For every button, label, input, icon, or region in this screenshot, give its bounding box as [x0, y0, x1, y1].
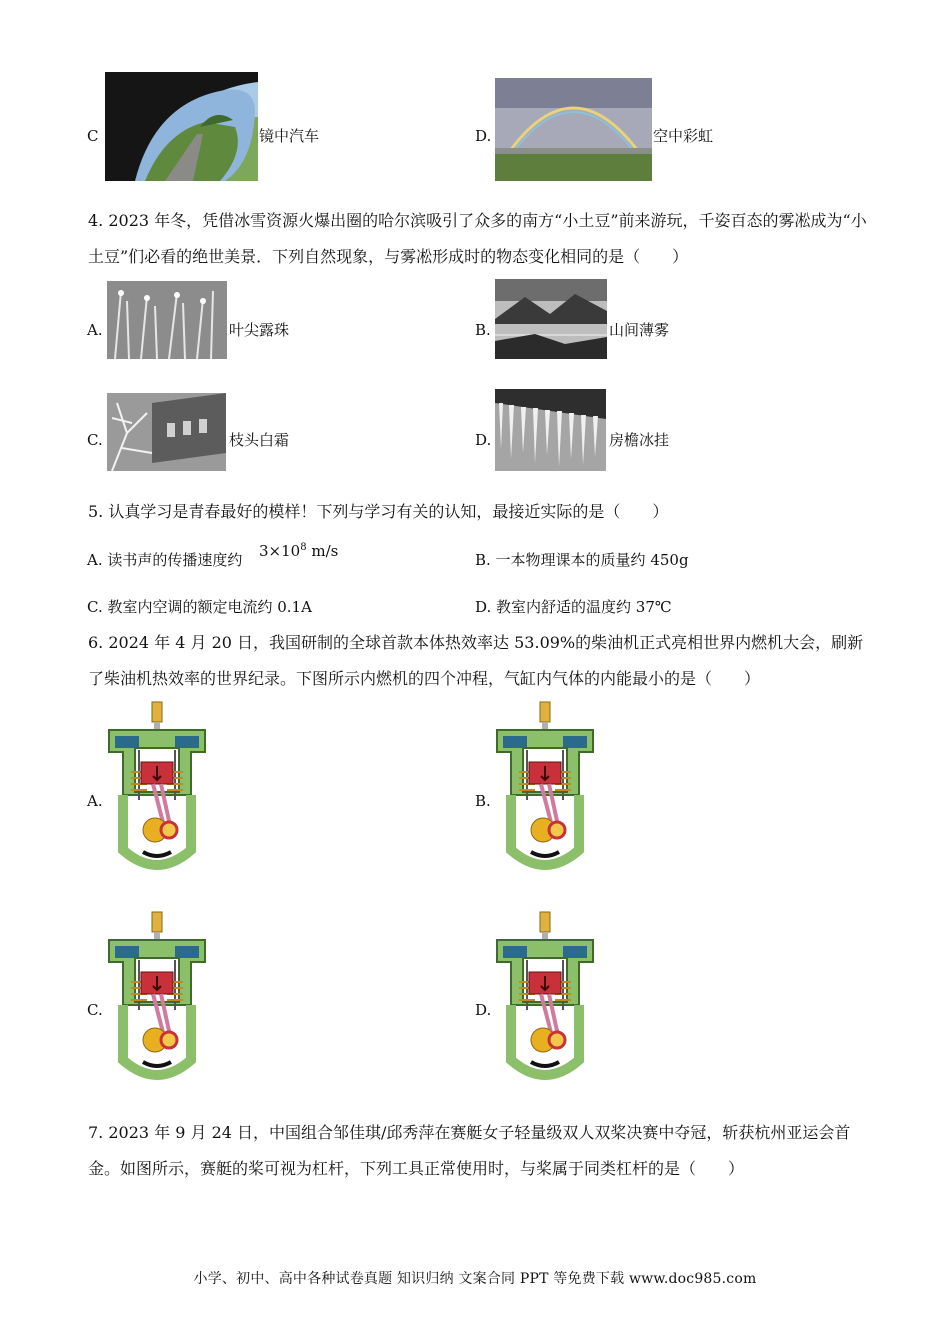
q6-option-d-letter: D. [475, 1001, 492, 1019]
q4-option-b-caption: 山间薄雾 [609, 321, 670, 339]
q4-option-a-caption: 叶尖露珠 [229, 321, 290, 339]
formula-exponent: 8 [300, 542, 307, 553]
q5-option-b: B. 一本物理课本的质量约 450g [475, 551, 689, 569]
engine-stroke-d-diagram [495, 910, 595, 1085]
car-mirror-image [105, 72, 258, 181]
q5-option-a-text: A. 读书声的传播速度约 [87, 551, 243, 569]
q3-option-c-letter: C [87, 127, 99, 145]
q6-question-text: 6. 2024 年 4 月 20 日，我国研制的全球首款本体热效率达 53.09%的柴油机正式亮相世界内燃机大会，刷新了柴油机热效率的世界纪录。下图所示内燃机的四个冲程，气缸内气体的内能最小的是（ ） [88, 633, 864, 688]
q4-option-a-letter: A. [87, 321, 103, 339]
formula-base: 3×10 [259, 542, 301, 560]
q3-option-d-caption: 空中彩虹 [653, 127, 714, 145]
q4-option-c-caption: 枝头白霜 [229, 431, 290, 449]
q5-option-d: D. 教室内舒适的温度约 37℃ [475, 598, 672, 616]
q6-option-b-letter: B. [475, 792, 491, 810]
q4-option-d-caption: 房檐冰挂 [609, 431, 670, 449]
engine-stroke-c-diagram [107, 910, 207, 1085]
q3-option-c-caption: 镜中汽车 [259, 127, 320, 145]
q7-question-text: 7. 2023 年 9 月 24 日，中国组合邹佳琪/邱秀萍在赛艇女子轻量级双人双桨决赛中夺冠，斩获杭州亚运会首金。如图所示，赛艇的桨可视为杠杆，下列工具正常使用时，与桨属于同类杠杆的是（ ） [88, 1123, 851, 1178]
icicles-image [495, 389, 606, 471]
q5-question-text: 5. 认真学习是青春最好的模样！下列与学习有关的认知，最接近实际的是（ ） [88, 502, 669, 521]
mountain-fog-image [495, 279, 607, 359]
page-footer: 小学、初中、高中各种试卷真题 知识归纳 文案合同 PPT 等免费下载 www.doc985.com [193, 1271, 757, 1287]
rainbow-image [495, 78, 652, 181]
q4-option-c-letter: C. [87, 431, 103, 449]
frost-branches-image [107, 393, 226, 471]
q4-option-d-letter: D. [475, 431, 492, 449]
q4-question-text: 4. 2023 年冬，凭借冰雪资源火爆出圈的哈尔滨吸引了众多的南方“小土豆”前来游玩，千姿百态的雾凇成为“小土豆”们必看的绝世美景．下列自然现象，与雾凇形成时的物态变化相同的是（ ） [88, 211, 867, 266]
q5-option-a [87, 550, 242, 570]
formula-unit: m/s [306, 542, 339, 560]
q4-option-b-letter: B. [475, 321, 491, 339]
dew-drops-image [107, 281, 227, 359]
engine-stroke-a-diagram [107, 700, 207, 875]
q6-option-c-letter: C. [87, 1001, 103, 1019]
q5-option-a-formula [259, 538, 338, 561]
q5-option-c: C. 教室内空调的额定电流约 0.1A [87, 598, 312, 616]
engine-stroke-b-diagram [495, 700, 595, 875]
q6-option-a-letter: A. [87, 792, 103, 810]
q3-option-d-letter: D. [475, 127, 492, 145]
